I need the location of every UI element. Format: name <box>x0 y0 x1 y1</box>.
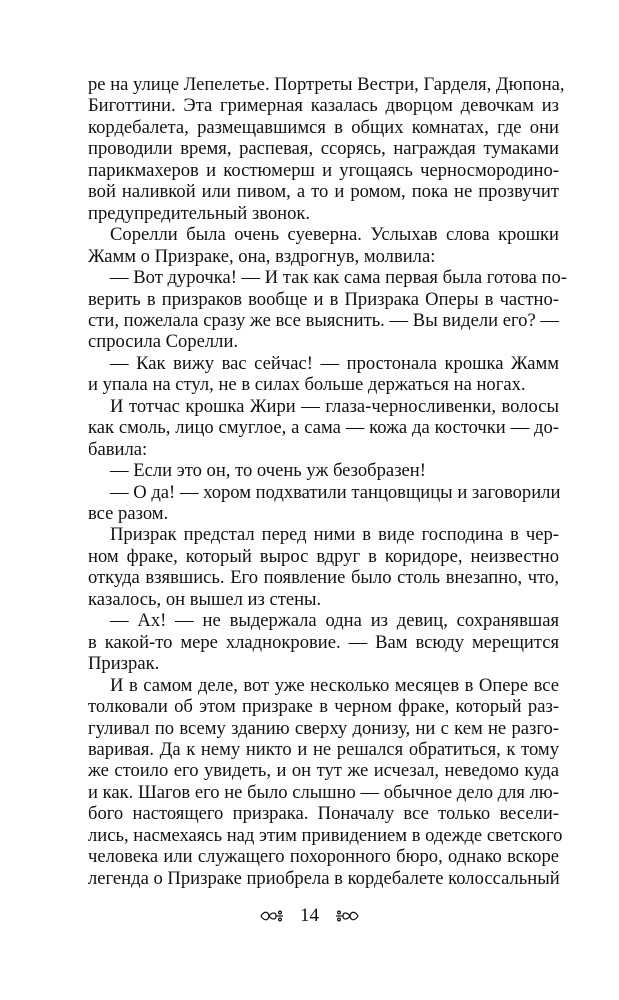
text-line: — Вот дурочка! — И так как сама первая была готова по- <box>110 267 567 289</box>
text-line: Биготтини. Эта гримерная казалась дворцом девочкам из <box>88 95 559 117</box>
text-line: предупредительный звонок. <box>88 202 311 224</box>
text-line: Жамм о Призраке, она, вздрогнув, молвила: <box>88 245 436 267</box>
page-footer <box>0 900 619 930</box>
text-line: казалось, он вышел из стены. <box>88 588 322 610</box>
text-line: парикмахеров и костюмерш и угощаясь черносмородино- <box>88 159 559 181</box>
text-line: Сорелли была очень суеверна. Услыхав слова крошки <box>110 224 559 246</box>
text-line: бавила: <box>88 438 148 460</box>
text-line: спросила Сорелли. <box>88 331 239 353</box>
text-line: сти, пожелала сразу же все выяснить. — Вы видели его? — <box>88 309 559 331</box>
text-line: бого настоящего призрака. Поначалу все только весели- <box>88 803 559 825</box>
text-line: толковали об этом призраке в черном фраке, который раз- <box>88 696 559 718</box>
text-line: Призрак. <box>88 653 160 675</box>
text-line: все разом. <box>88 503 169 524</box>
text-line: и упала на стул, не в силах больше держаться на ногах. <box>88 374 526 396</box>
text-line: гуливал по всему зданию сверху донизу, ни с кем не разго- <box>88 717 559 739</box>
text-line: как смоль, лицо смуглое, а сама — кожа да косточки — до- <box>88 417 559 439</box>
text-line: откуда взявшись. Его появление было столь внезапно, что, <box>88 567 559 589</box>
text-line: и как. Шагов его не было слышно — обычное дело для лю- <box>88 781 559 803</box>
text-line: — Ах! — не выдержала одна из девиц, сохранявшая <box>110 610 559 632</box>
text-line: — Как вижу вас сейчас! — простонала крошка Жамм <box>110 352 559 374</box>
page-number: 14 <box>300 904 319 926</box>
text-line: лись, насмехаясь над этим привидением в одежде светского <box>88 824 563 846</box>
text-line: ном фраке, который вырос вдруг в коридоре, неизвестно <box>88 545 559 567</box>
left-fleuron-icon <box>259 909 285 923</box>
text-line: кордебалета, размещавшимся в общих комнатах, где они <box>88 116 559 138</box>
text-line: — О да! — хором подхватили танцовщицы и заговорили <box>110 481 561 503</box>
text-line: Призрак предстал перед ними в виде господина в чер- <box>110 524 559 546</box>
text-line: же стоило его увидеть, и он тут же исчезал, неведомо куда <box>88 760 559 782</box>
text-line: И тотчас крошка Жири — глаза-черносливенки, волосы <box>110 395 559 417</box>
text-line: ре на улице Лепелетье. Портреты Вестри, Гарделя, Дюпона, <box>88 74 565 95</box>
text-line: — Если это он, то очень уж безобразен! <box>110 460 426 482</box>
right-fleuron-icon <box>334 909 360 923</box>
text-line: варивая. Да к нему никто и не решался обратиться, к тому <box>88 738 559 760</box>
text-line: в какой-то мере хладнокровие. — Вам всюду мерещится <box>88 631 559 653</box>
text-line: вой наливкой или пивом, а то и ромом, пока не прозвучит <box>88 181 559 203</box>
text-line: верить в призраков вообще и в Призрака Оперы в частно- <box>88 288 559 310</box>
text-line: легенда о Призраке приобрела в кордебалете колоссальный <box>88 867 560 889</box>
text-line: И в самом деле, вот уже несколько месяцев в Опере все <box>110 674 559 696</box>
text-line: человека или служащего похоронного бюро, однако вскоре <box>88 846 559 868</box>
text-line: проводили время, распевая, ссорясь, награждая тумаками <box>88 138 559 160</box>
